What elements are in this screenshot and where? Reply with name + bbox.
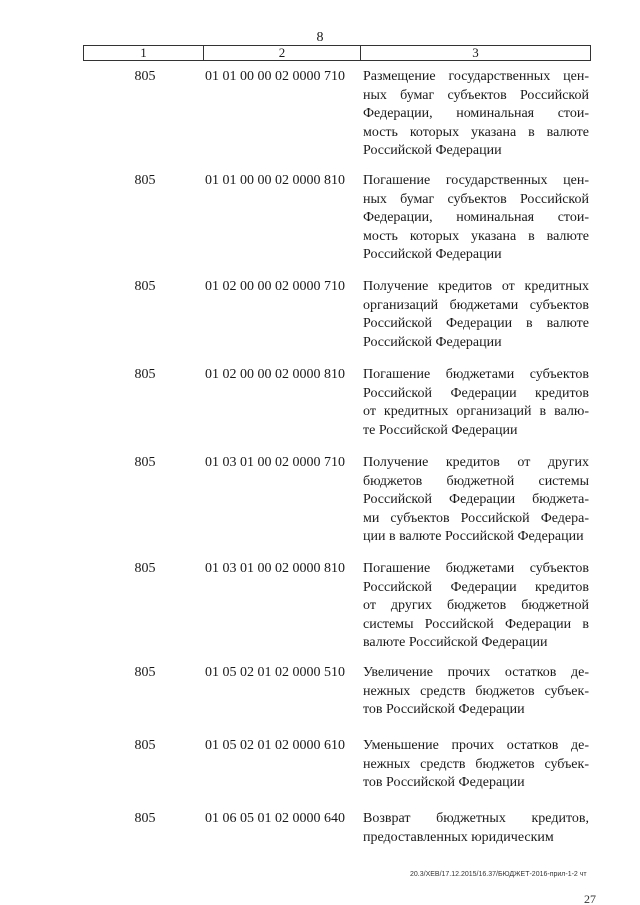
footer-document-code: 20.3/ХЕВ/17.12.2015/16.37/БЮДЖЕТ-2016-прил-1-2 чт [410, 871, 587, 878]
admin-code: 805 [134, 173, 156, 188]
budget-classification-code: 01 03 01 00 02 0000 710 [205, 455, 345, 470]
description-line: мость которых указана в валюте [363, 124, 589, 140]
description-line: Федерации, номинальная стои- [363, 106, 589, 121]
budget-classification-code: 01 05 02 01 02 0000 610 [205, 738, 345, 753]
description-line: предоставленных юридическим [363, 829, 554, 845]
description-line: от других бюджетов бюджетной [363, 598, 589, 613]
description-line: Российской Федерации [363, 143, 502, 158]
description-line: ных бумаг субъектов Российской [363, 87, 589, 103]
budget-classification-code: 01 02 00 00 02 0000 710 [205, 279, 345, 294]
description-line: Российской Федерации кредитов [363, 579, 589, 595]
source-description [363, 172, 589, 265]
header-col-3: 3 [472, 45, 479, 60]
header-col-1: 1 [84, 46, 204, 60]
budget-classification-code: 01 01 00 00 02 0000 710 [205, 69, 345, 84]
admin-code: 805 [134, 367, 156, 382]
budget-classification-code: 01 01 00 00 02 0000 810 [205, 173, 345, 188]
description-line: Размещение государственных цен- [363, 69, 589, 84]
description-line: Возврат бюджетных кредитов, [363, 811, 589, 826]
description-line: ми субъектов Российской Федера- [363, 510, 589, 526]
page-number: 8 [316, 30, 324, 45]
budget-classification-code: 01 03 01 00 02 0000 810 [205, 561, 345, 576]
description-line: Российской Федерации [363, 334, 502, 350]
page-marker: 27 [584, 892, 596, 905]
description-line: Погашение бюджетами субъектов [363, 561, 589, 576]
description-line: Российской Федерации в валюте [363, 316, 589, 331]
admin-code: 805 [134, 665, 156, 680]
source-description [363, 454, 589, 547]
header-col-2: 2 [204, 46, 361, 60]
description-line: ных бумаг субъектов Российской [363, 191, 589, 207]
description-line: системы Российской Федерации в [363, 616, 589, 632]
admin-code: 805 [134, 811, 156, 826]
source-description [363, 560, 589, 653]
description-line: тов Российской Федерации [363, 775, 525, 790]
admin-code: 805 [134, 279, 156, 294]
source-description [363, 810, 589, 847]
description-line: Получение кредитов от кредитных [363, 279, 589, 294]
description-line: Получение кредитов от других [363, 455, 589, 470]
description-line: от кредитных организаций в валю- [363, 404, 589, 419]
admin-code: 805 [134, 738, 156, 753]
description-line: валюте Российской Федерации [363, 635, 548, 650]
description-line: Погашение бюджетами субъектов [363, 367, 589, 382]
source-description [363, 366, 589, 440]
description-line: ции в валюте Российской Федерации [363, 529, 584, 544]
description-line: Уменьшение прочих остатков де- [363, 738, 589, 753]
description-line: Российской Федерации бюджета- [363, 492, 589, 507]
admin-code: 805 [134, 455, 156, 470]
description-line: организаций бюджетами субъектов [363, 297, 589, 313]
source-description [363, 68, 589, 161]
description-line: нежных средств бюджетов субъек- [363, 756, 589, 772]
description-line: Федерации, номинальная стои- [363, 210, 589, 225]
admin-code: 805 [134, 561, 156, 576]
admin-code: 805 [134, 69, 156, 84]
description-line: бюджетов бюджетной системы [363, 473, 589, 489]
description-line: те Российской Федерации [363, 422, 518, 438]
description-line: Погашение государственных цен- [363, 173, 589, 188]
description-line: тов Российской Федерации [363, 702, 525, 717]
budget-classification-code: 01 06 05 01 02 0000 640 [205, 811, 345, 826]
description-line: мость которых указана в валюте [363, 228, 589, 244]
source-description [363, 737, 589, 793]
description-line: Увеличение прочих остатков де- [363, 665, 589, 680]
table-header [83, 45, 591, 61]
budget-classification-code: 01 05 02 01 02 0000 510 [205, 665, 345, 680]
budget-classification-code: 01 02 00 00 02 0000 810 [205, 367, 345, 382]
description-line: Российской Федерации [363, 247, 502, 262]
description-line: Российской Федерации кредитов [363, 385, 589, 401]
description-line: нежных средств бюджетов субъек- [363, 683, 589, 699]
source-description [363, 664, 589, 720]
source-description [363, 278, 589, 352]
